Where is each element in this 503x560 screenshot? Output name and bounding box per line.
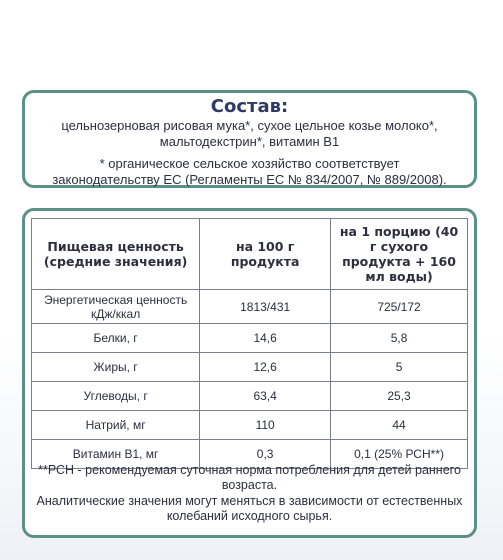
nutrient-name: Натрий, мг (32, 411, 200, 440)
nutrient-name: Энергетическая ценность кДж/ккал (32, 290, 200, 324)
value-per-portion: 25,3 (331, 382, 468, 411)
value-per-100g: 1813/431 (200, 290, 331, 324)
table-row (32, 411, 468, 440)
table-row (32, 353, 468, 382)
composition-title: Состав: (210, 96, 289, 117)
value-per-portion: 725/172 (331, 290, 468, 324)
composition-ingredients-line-1: цельнозерновая рисовая мука*, сухое цельное козье молоко*, (61, 118, 438, 133)
footnote-rsn: **РСН - рекомендуемая суточная норма потребления для детей раннего возраста. (38, 463, 461, 492)
value-per-100g: 0,3 (200, 440, 331, 469)
table-row (32, 290, 468, 324)
value-per-100g: 12,6 (200, 353, 331, 382)
footnote-analytical: Аналитические значения могут меняться в зависимости от естественных колебаний исходного сырья. (36, 494, 463, 523)
nutrient-name: Витамин B1, мг (32, 440, 200, 469)
value-per-100g: 63,4 (200, 382, 331, 411)
header-per-portion: на 1 порцию (40 г сухого продукта + 160 мл воды) (331, 219, 468, 290)
nutrient-name: Белки, г (32, 324, 200, 353)
value-per-portion: 44 (331, 411, 468, 440)
composition-note-line-2: законодательству ЕС (Регламенты ЕС № 834/2007, № 889/2008). (52, 172, 447, 187)
table-row (32, 324, 468, 353)
value-per-100g: 14,6 (200, 324, 331, 353)
nutrition-header-row (32, 219, 468, 290)
composition-note-line-1: * органическое сельское хозяйство соответствует (99, 156, 400, 171)
value-per-100g: 110 (200, 411, 331, 440)
table-row (32, 382, 468, 411)
nutrition-table (31, 218, 468, 469)
nutrition-panel (22, 208, 477, 538)
value-per-portion: 5,8 (331, 324, 468, 353)
header-per-100g: на 100 г продукта (200, 219, 331, 290)
composition-ingredients-line-2: мальтодекстрин*, витамин B1 (159, 134, 340, 149)
value-per-portion: 5 (331, 353, 468, 382)
nutrition-footnotes (31, 463, 468, 524)
value-per-portion: 0,1 (25% РСН**) (331, 440, 468, 469)
composition-panel (22, 90, 477, 188)
nutrient-name: Углеводы, г (32, 382, 200, 411)
header-nutrient: Пищевая ценность (средние значения) (32, 219, 200, 290)
nutrient-name: Жиры, г (32, 353, 200, 382)
